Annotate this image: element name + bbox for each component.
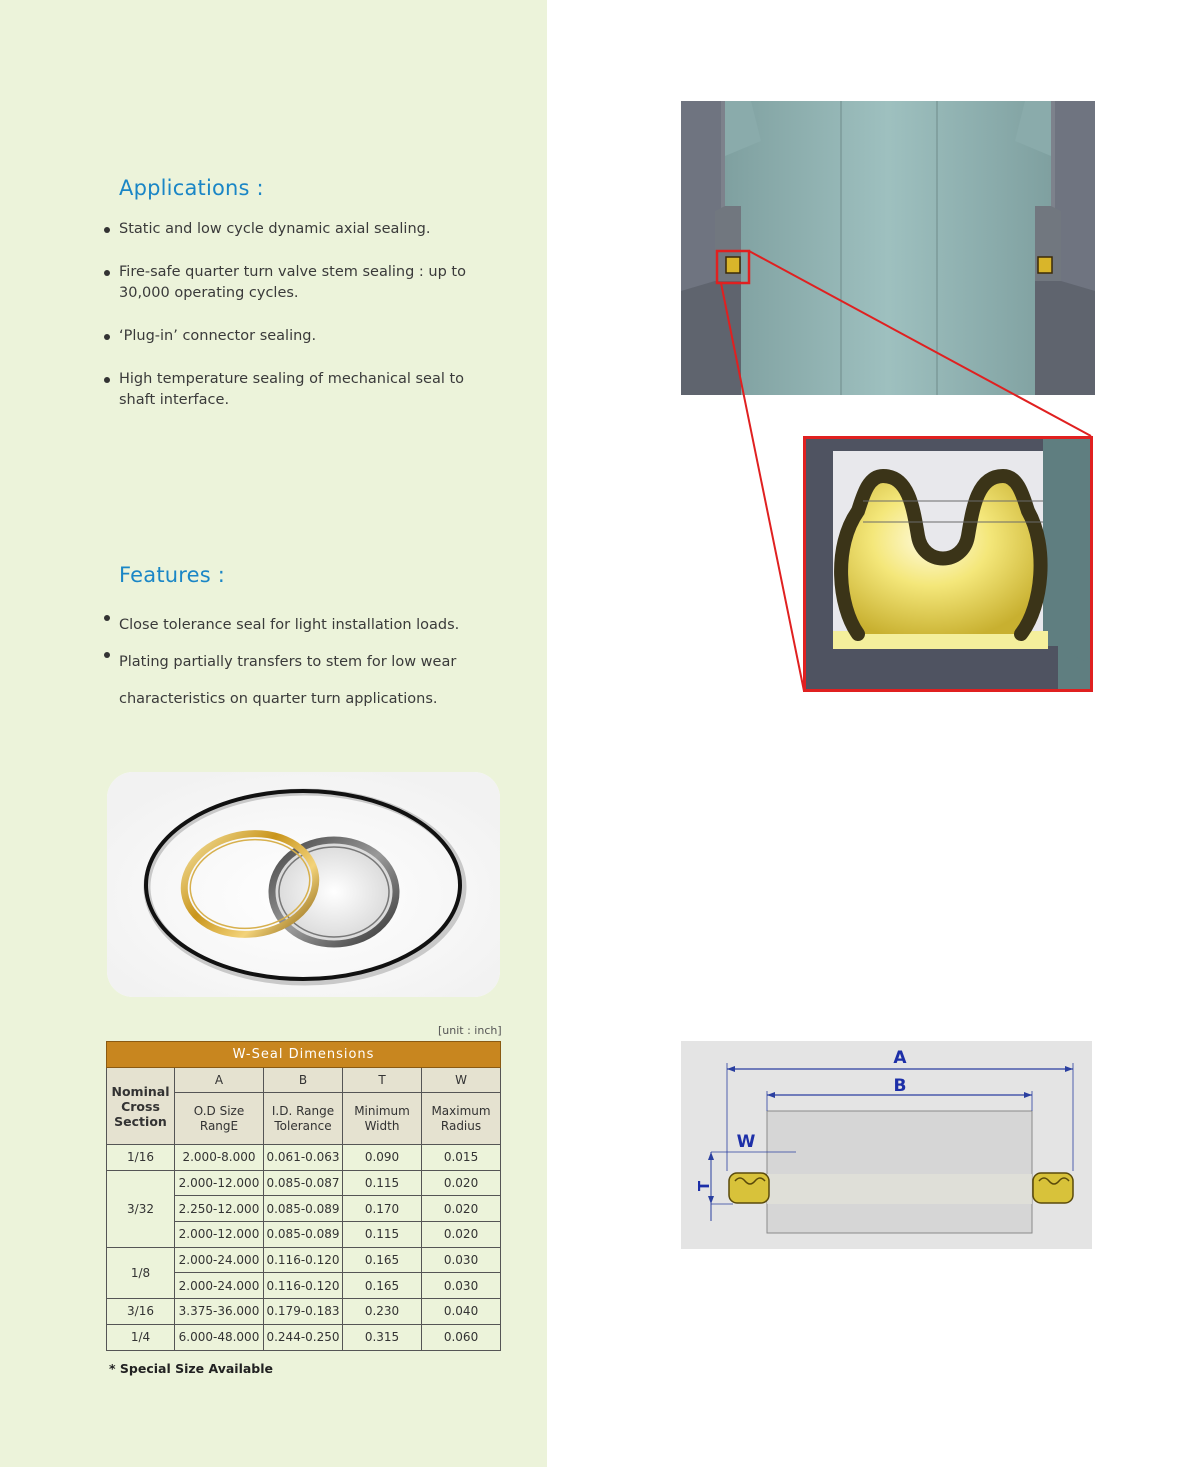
table-caption: W-Seal Dimensions [107, 1042, 501, 1068]
cell-t: 0.170 [343, 1196, 422, 1222]
cell-id: 0.116-0.120 [264, 1273, 343, 1299]
cell-t: 0.115 [343, 1222, 422, 1248]
cell-t: 0.165 [343, 1247, 422, 1273]
cell-t: 0.090 [343, 1145, 422, 1171]
list-item: Plating partially transfers to stem for low wear characteristics on quarter turn applications. [104, 644, 504, 718]
table-row [107, 1170, 501, 1196]
cell-w: 0.020 [422, 1222, 501, 1248]
cell-w: 0.060 [422, 1324, 501, 1350]
cell-od: 2.000-24.000 [175, 1273, 264, 1299]
label-w: W [736, 1132, 756, 1152]
cell-t: 0.230 [343, 1299, 422, 1325]
table-row [107, 1145, 501, 1171]
cell-section: 1/16 [107, 1145, 175, 1171]
cell-section: 1/4 [107, 1324, 175, 1350]
seal-detail-zoom [803, 436, 1093, 692]
cell-od: 2.000-8.000 [175, 1145, 264, 1171]
seal-profile-right [1033, 1173, 1073, 1203]
special-size-note: * Special Size Available [109, 1361, 274, 1376]
cell-w: 0.020 [422, 1170, 501, 1196]
cell-w: 0.020 [422, 1196, 501, 1222]
cell-od: 6.000-48.000 [175, 1324, 264, 1350]
list-item: Static and low cycle dynamic axial sealing. [104, 219, 504, 240]
cell-section: 1/8 [107, 1247, 175, 1298]
cell-od: 3.375-36.000 [175, 1299, 264, 1325]
header-letter-t: T [343, 1068, 422, 1093]
cell-t: 0.165 [343, 1273, 422, 1299]
table-row [107, 1299, 501, 1325]
cell-od: 2.250-12.000 [175, 1196, 264, 1222]
cell-id: 0.244-0.250 [264, 1324, 343, 1350]
cell-id: 0.179-0.183 [264, 1299, 343, 1325]
features-list [104, 607, 504, 718]
cell-section: 3/32 [107, 1170, 175, 1247]
label-a: A [893, 1048, 907, 1068]
cell-od: 2.000-12.000 [175, 1222, 264, 1248]
w-seal-rings-image [107, 772, 500, 997]
list-item: Fire-safe quarter turn valve stem sealing : up to 30,000 operating cycles. [104, 262, 504, 304]
header-min-width: Minimum Width [343, 1093, 422, 1145]
cell-id: 0.061-0.063 [264, 1145, 343, 1171]
cell-id: 0.085-0.089 [264, 1196, 343, 1222]
dimension-diagram [681, 1041, 1092, 1249]
header-letter-a: A [175, 1068, 264, 1093]
cell-od: 2.000-24.000 [175, 1247, 264, 1273]
seal-profile-left [729, 1173, 769, 1203]
table-row [107, 1247, 501, 1273]
features-title: Features : [119, 563, 226, 587]
list-item: ‘Plug-in’ connector sealing. [104, 326, 504, 347]
label-t: T [695, 1180, 713, 1192]
cell-w: 0.015 [422, 1145, 501, 1171]
cell-w: 0.040 [422, 1299, 501, 1325]
table-row [107, 1324, 501, 1350]
list-item: Close tolerance seal for light installation loads. [104, 607, 504, 644]
cell-w: 0.030 [422, 1273, 501, 1299]
cell-w: 0.030 [422, 1247, 501, 1273]
header-id: I.D. Range Tolerance [264, 1093, 343, 1145]
header-od: O.D Size RangE [175, 1093, 264, 1145]
list-item: High temperature sealing of mechanical seal to shaft interface. [104, 369, 504, 411]
unit-note: [unit : inch] [438, 1024, 502, 1037]
header-nominal: Nominal Cross Section [107, 1068, 175, 1145]
cell-id: 0.085-0.087 [264, 1170, 343, 1196]
cell-t: 0.115 [343, 1170, 422, 1196]
cell-id: 0.085-0.089 [264, 1222, 343, 1248]
cell-od: 2.000-12.000 [175, 1170, 264, 1196]
cell-id: 0.116-0.120 [264, 1247, 343, 1273]
product-photo [107, 772, 500, 997]
header-letter-b: B [264, 1068, 343, 1093]
w-seal-dimensions-table [106, 1041, 501, 1351]
header-max-radius: Maximum Radius [422, 1093, 501, 1145]
cell-t: 0.315 [343, 1324, 422, 1350]
cell-section: 3/16 [107, 1299, 175, 1325]
applications-list [104, 219, 504, 411]
label-b: B [893, 1076, 907, 1096]
applications-title: Applications : [119, 176, 264, 200]
header-letter-w: W [422, 1068, 501, 1093]
